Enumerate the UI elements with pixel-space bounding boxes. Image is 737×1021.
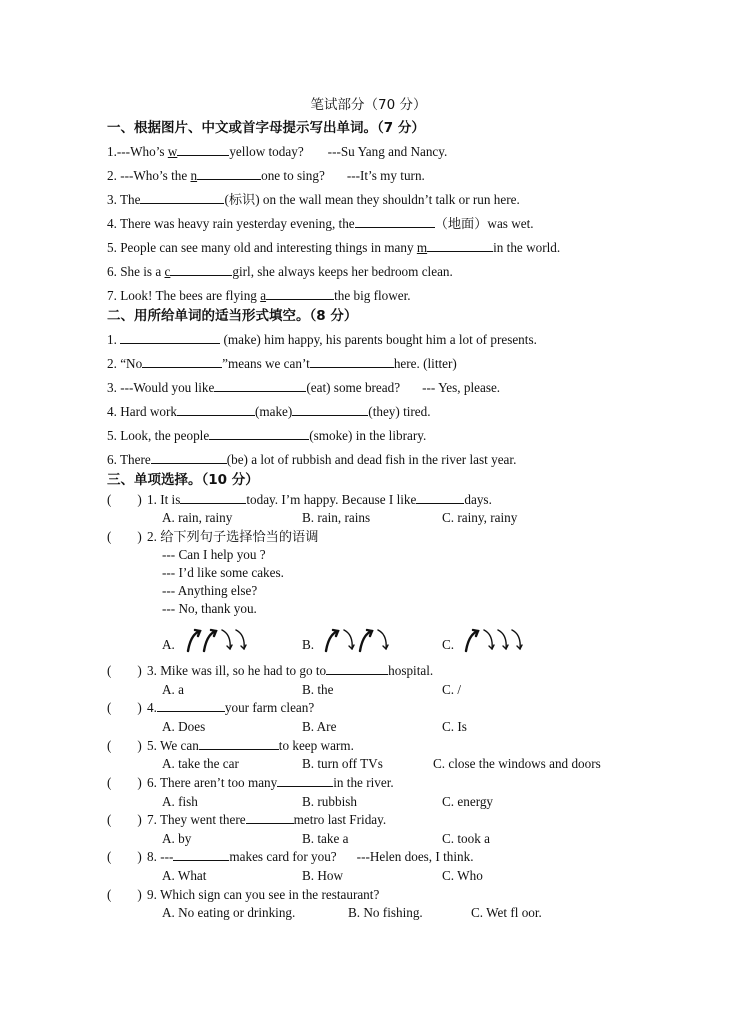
dialogue-line: --- Can I help you ? (162, 547, 266, 562)
section1-heading: 一、根据图片、中文或首字母提示写出单词。（7 分） (107, 120, 425, 136)
s1-item-1: 1.---Who’s w yellow today? ---Su Yang and Nancy. (107, 144, 448, 159)
s1-item-2: 2. ---Who’s the n one to sing? ---It’s my turn. (107, 168, 425, 183)
hint-letter: a (260, 288, 267, 303)
answer-blank[interactable] (277, 774, 333, 787)
option-c[interactable]: C. close the windows and doors (433, 756, 601, 771)
s1-item-5: 5. People can see many old and interesting things in many m in the world. (107, 240, 561, 255)
intonation-arrows-a (184, 627, 254, 653)
hint-letter: n (190, 168, 198, 183)
mc-question-1: ( ) 1. It is today. I’m happy. Because I like days. (107, 492, 492, 507)
answer-blank[interactable] (142, 355, 222, 368)
answer-blank[interactable] (173, 848, 229, 861)
option-c[interactable]: C. Who (442, 868, 483, 883)
option-b[interactable]: B. turn off TVs (302, 756, 383, 771)
answer-blank[interactable] (180, 491, 246, 504)
option-c[interactable]: C. (442, 637, 455, 652)
answer-blank[interactable] (416, 491, 464, 504)
s1-item-6: 6. She is a c girl, she always keeps her bedroom clean. (107, 264, 453, 279)
intonation-arrows-c (462, 627, 532, 653)
dialogue-line: --- Anything else? (162, 583, 258, 598)
option-c[interactable]: C. / (442, 682, 462, 697)
answer-blank[interactable] (266, 287, 334, 300)
option-a[interactable]: A. by (162, 831, 192, 846)
answer-blank[interactable] (177, 403, 255, 416)
s2-item-4: 4. Hard work (make) (they) tired. (107, 404, 431, 419)
option-b[interactable]: B. How (302, 868, 344, 883)
section3-heading: 三、单项选择。（10 分） (107, 472, 259, 488)
option-a[interactable]: A. (162, 637, 175, 652)
option-a[interactable]: A. fish (162, 794, 198, 809)
answer-blank[interactable] (120, 331, 220, 344)
answer-blank[interactable] (246, 811, 294, 824)
mc-question-8: ( ) 8. --- makes card for you? ---Helen does, I think. (107, 849, 474, 864)
answer-blank[interactable] (355, 215, 435, 228)
option-c[interactable]: C. took a (442, 831, 490, 846)
mc-question-3: ( ) 3. Mike was ill, so he had to go to hospital. (107, 663, 434, 678)
option-a[interactable]: A. No eating or drinking. (162, 905, 296, 920)
option-b[interactable]: B. take a (302, 831, 349, 846)
answer-blank[interactable] (292, 403, 368, 416)
mc-question-5: ( ) 5. We can to keep warm. (107, 738, 354, 753)
s1-item-7: 7. Look! The bees are flying a the big flower. (107, 288, 411, 303)
option-c[interactable]: C. Wet fl oor. (471, 905, 542, 920)
page-title: 笔试部分（70 分） (310, 97, 427, 113)
option-a[interactable]: A. rain, rainy (162, 510, 233, 525)
answer-blank[interactable] (209, 427, 309, 440)
mc-question-7: ( ) 7. They went there metro last Friday. (107, 812, 387, 827)
section2-heading: 二、用所给单词的适当形式填空。（8 分） (107, 308, 358, 324)
option-b[interactable]: B. Are (302, 719, 337, 734)
mc-question-6: ( ) 6. There aren’t too many in the river. (107, 775, 394, 790)
option-a[interactable]: A. Does (162, 719, 206, 734)
hint-letter: m (416, 240, 428, 255)
answer-blank[interactable] (427, 239, 493, 252)
option-b[interactable]: B. rain, rains (302, 510, 371, 525)
option-a[interactable]: A. take the car (162, 756, 239, 771)
answer-blank[interactable] (151, 451, 227, 464)
answer-blank[interactable] (326, 662, 388, 675)
answer-blank[interactable] (199, 737, 279, 750)
option-b[interactable]: B. (302, 637, 315, 652)
hint-letter: w (167, 144, 178, 159)
mc-question-4: ( ) 4. your farm clean? (107, 700, 315, 715)
mc-question-9: ( ) 9. Which sign can you see in the restaurant? (107, 887, 380, 902)
option-a[interactable]: A. What (162, 868, 207, 883)
s2-item-6: 6. There (be) a lot of rubbish and dead fish in the river last year. (107, 452, 517, 467)
answer-blank[interactable] (310, 355, 394, 368)
s2-item-1: 1. (make) him happy, his parents bought him a lot of presents. (107, 332, 537, 347)
s2-item-2: 2. “No ”means we can’t here. (litter) (107, 356, 457, 371)
option-a[interactable]: A. a (162, 682, 184, 697)
intonation-arrows-b (322, 627, 392, 653)
s1-item-3: 3. The (标识) on the wall mean they shouldn’t talk or run here. (107, 192, 520, 207)
answer-paren-open[interactable]: ( (107, 492, 112, 507)
option-c[interactable]: C. energy (442, 794, 494, 809)
hint-letter: c (164, 264, 171, 279)
s2-item-3: 3. ---Would you like (eat) some bread? --- Yes, please. (107, 380, 501, 395)
answer-blank[interactable] (214, 379, 306, 392)
s2-item-5: 5. Look, the people (smoke) in the library. (107, 428, 427, 443)
answer-blank[interactable] (140, 191, 224, 204)
option-c[interactable]: C. Is (442, 719, 467, 734)
dialogue-line: --- I’d like some cakes. (162, 565, 284, 580)
s1-item-4: 4. There was heavy rain yesterday evening, the （地面）was wet. (107, 216, 534, 231)
answer-blank[interactable] (177, 143, 229, 156)
answer-blank[interactable] (157, 699, 225, 712)
dialogue-line: --- No, thank you. (162, 601, 257, 616)
option-b[interactable]: B. the (302, 682, 334, 697)
answer-blank[interactable] (197, 167, 261, 180)
mc-question-2: ( ) 2. 给下列句子选择恰当的语调 (107, 529, 319, 544)
option-b[interactable]: B. No fishing. (348, 905, 423, 920)
option-b[interactable]: B. rubbish (302, 794, 357, 809)
option-c[interactable]: C. rainy, rainy (442, 510, 518, 525)
answer-blank[interactable] (170, 263, 232, 276)
